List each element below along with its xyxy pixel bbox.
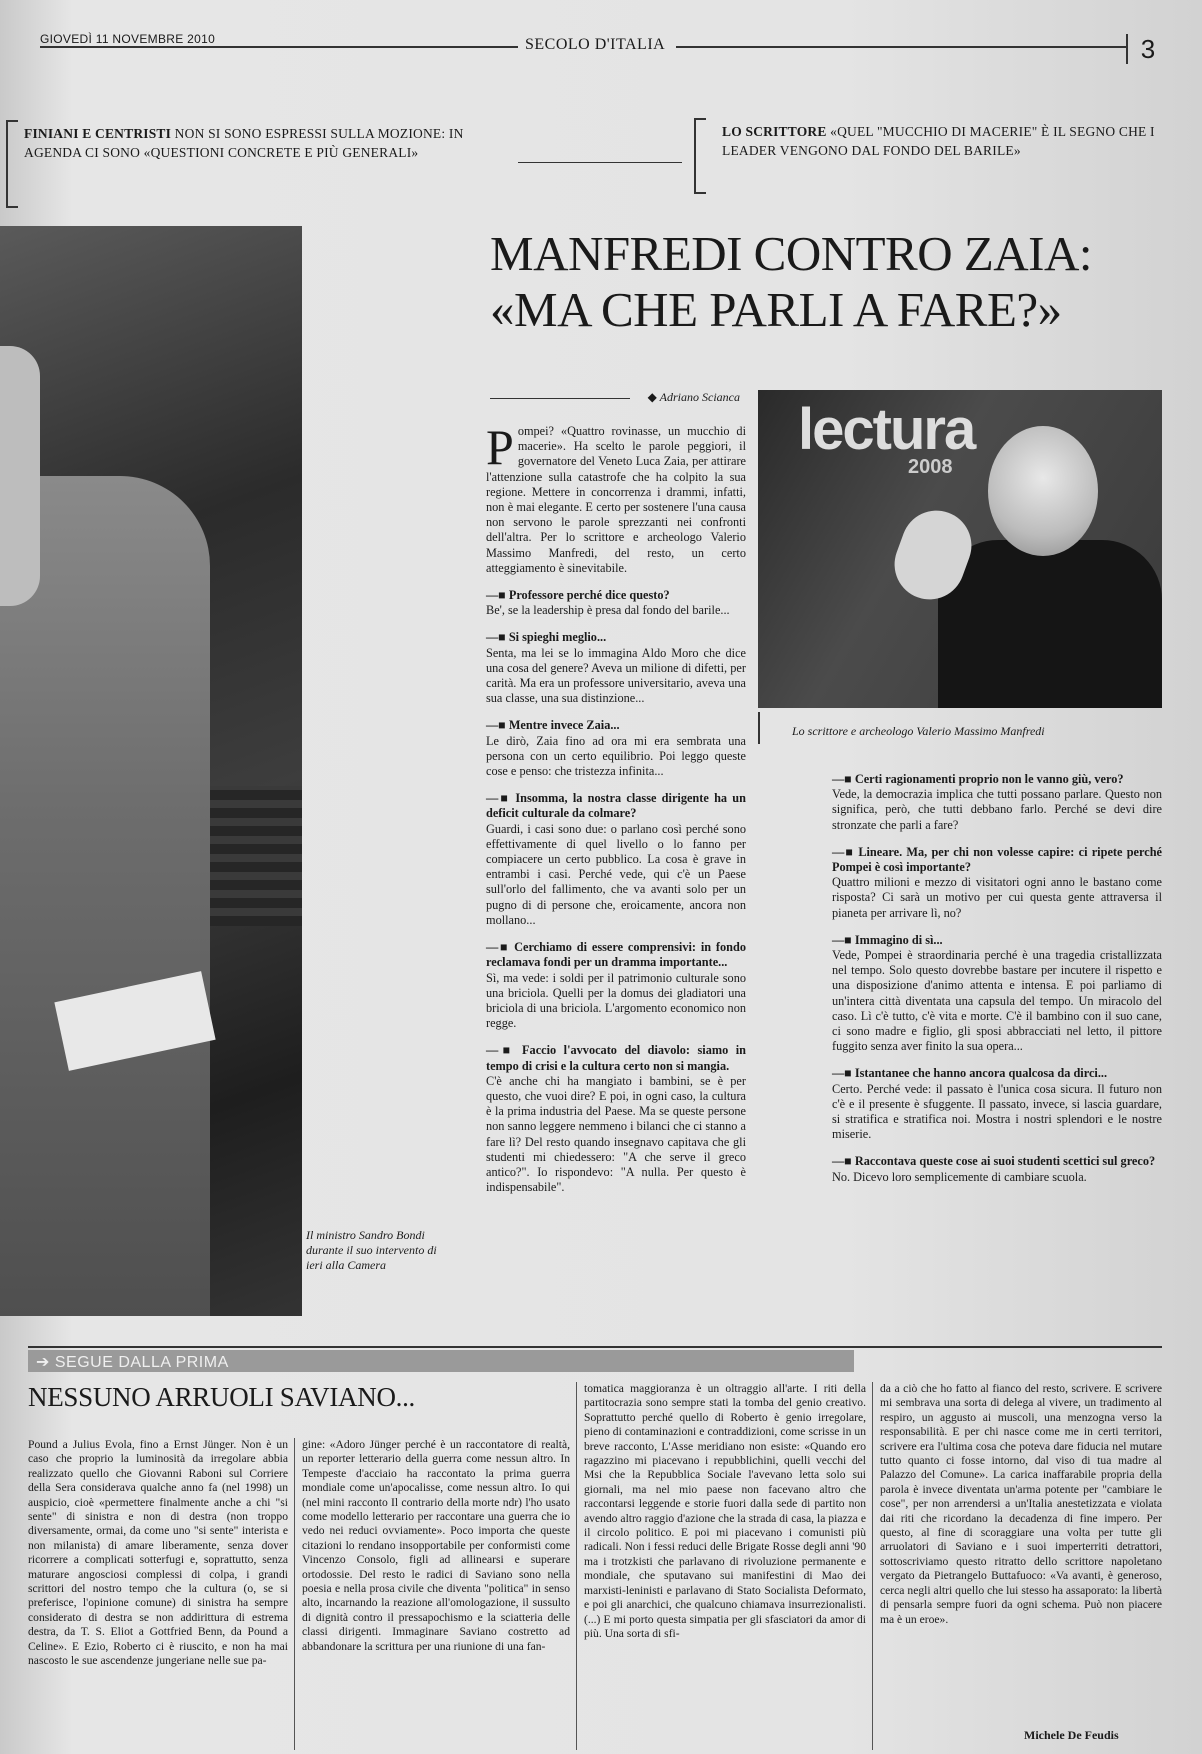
interview-question: —■ Mentre invece Zaia... xyxy=(486,718,620,732)
article-column-2 xyxy=(832,772,1162,1197)
photo-left-caption: Il ministro Sandro Bondi durante il suo intervento di ieri alla Camera xyxy=(306,1228,437,1272)
interview-question: —■ Professore perché dice questo? xyxy=(486,588,670,602)
interview-question: —■ Si spieghi meglio... xyxy=(486,630,606,644)
column-divider-2 xyxy=(576,1382,577,1750)
qa-block xyxy=(486,630,746,706)
qa-block xyxy=(486,940,746,1031)
interview-question: —■ Istantanee che hanno ancora qualcosa da dirci... xyxy=(832,1066,1107,1080)
article-headline xyxy=(490,226,1170,338)
kicker-right xyxy=(722,122,1166,160)
photo-minister-bondi xyxy=(0,226,302,1316)
masthead-rule-left xyxy=(40,46,518,48)
photo-hand-shape xyxy=(0,346,40,606)
continued-column-1 xyxy=(28,1438,288,1669)
article-column-1 xyxy=(486,419,746,1207)
issue-date: GIOVEDÌ 11 NOVEMBRE 2010 xyxy=(40,32,216,46)
article-lead xyxy=(486,419,746,576)
interview-question: —■ Lineare. Ma, per chi non volesse capire: ci ripete perché Pompei è così importante? xyxy=(832,845,1162,874)
qa-block xyxy=(832,845,1162,921)
byline-author: Adriano Scianca xyxy=(659,390,740,404)
caption-rule xyxy=(758,712,760,744)
continued-headline: NESSUNO ARRUOLI SAVIANO... xyxy=(28,1382,415,1412)
interview-question: —■ Immagino di sì... xyxy=(832,933,943,947)
interview-answer: Be', se la leadership è presa dal fondo del barile... xyxy=(486,603,730,618)
kicker-left xyxy=(24,124,514,162)
interview-answer: Guardi, i casi sono due: o parlano così perché sono effettivamente di quel livello o lo fanno per compiacere un certo pubblico. La cosa è grave in entrambi i casi. Perché vede, qui c'è un Paese sull'orlo del fallimento, che va avanti solo per un pugno di di persone che, eroicamente, ancora non mollano... xyxy=(486,821,746,927)
interview-question: —■ Certi ragionamenti proprio non le vanno giù, vero? xyxy=(832,772,1124,786)
column-divider-1 xyxy=(294,1438,295,1750)
article-lead-text: ompei? «Quattro rovinasse, un mucchio di macerie». Ha scelto le parole peggiori, il governatore del Veneto Luca Zaia, per attirare l'attenzione sulla catastrofe che ha colpito la sua regione. Mettere in concorrenza i drammi, infatti, non è mai elegante. E certo per sostenere l'una causa non servono le parole sprezzanti nei confronti dell'altra. Per lo scrittore e archeologo Valerio Massimo Manfredi, del resto, un certo atteggiamento è sinevitabile. xyxy=(486,424,746,575)
photo-logo-year: 2008 xyxy=(908,456,953,478)
kicker-left-text: NON SI SONO ESPRESSI SULLA MOZIONE: IN AGENDA CI SONO «QUESTIONI CONCRETE E PIÙ GENERALI» xyxy=(24,126,464,160)
continued-col3-text: tomatica maggioranza è un oltraggio all'arte. I riti della partitocrazia sono sempre stati la tomba del genio creativo. Soprattutto perché quello di Roberto è genio irregolare, pieno di contaminazioni e contraddizioni, come scrisse in un breve racconto, L'Asse meridiano non esiste: «Quando ero ragazzino mi piacevano i repubblichini, quelli vecchi del Msi che la Repubblica Sociale l'avevano letta solo sui giornali, ma nel mio paese non facevano altro che raccontarsi leggende e storie fuori dalla sede di partito non avendo altro raggio d'azione che la strada di casa, la piazza e il circolo politico. E poi mi piacevano i comunisti più radicali. Non i fessi reduci delle Brigate Rosse degli anni '90 ma i trotzkisti che parlavano di rivoluzione permanente e mondiale, che sputavano sui manifestini di Mao dei marxisti-leninisti e parlavano di Stato Socialista Deformato, e poi gli anarchici, che qualcuno chiamava insurrezionalisti. (...) E mi porto questa simpatia per gli sfasciatori da amor di più. Una sorta di sfi- xyxy=(584,1382,866,1640)
continued-column-2 xyxy=(302,1438,570,1654)
author-signature: Michele De Feudis xyxy=(1024,1728,1119,1742)
qa-block xyxy=(486,1043,746,1195)
newspaper-name: SECOLO D'ITALIA xyxy=(525,36,666,53)
interview-answer: Vede, la democrazia implica che tutti possano parlare. Questo non significa, però, che tutti debbano farlo. Perché se devi dire stronzate che parli a fare? xyxy=(832,787,1162,832)
drop-cap: P xyxy=(486,419,514,475)
qa-block xyxy=(486,791,746,928)
continued-column-4 xyxy=(880,1382,1162,1627)
kicker-left-bold: FINIANI E CENTRISTI xyxy=(24,126,172,141)
kicker-bracket-right xyxy=(694,118,706,194)
photo-logo-text: lectura xyxy=(798,397,975,462)
qa-block xyxy=(832,1154,1162,1184)
interview-answer: No. Dicevo loro semplicemente di cambiare scuola. xyxy=(832,1169,1087,1184)
qa-block xyxy=(832,933,1162,1055)
headline-line-2: «MA CHE PARLI A FARE?» xyxy=(490,282,1062,337)
kicker-left-rule xyxy=(518,162,682,163)
kicker-bracket-left xyxy=(6,120,18,208)
section-top-rule xyxy=(28,1346,1162,1348)
photo-figure-shape xyxy=(0,476,210,1316)
qa-block xyxy=(486,718,746,779)
headline-line-1: MANFREDI CONTRO ZAIA: xyxy=(490,226,1092,281)
column-divider-3 xyxy=(872,1382,873,1750)
masthead-rule-right xyxy=(676,46,1126,48)
interview-answer: Quattro milioni e mezzo di visitatori ogni anno le bastano come risposta? Ci sarà un motivo per cui questa gente attraversa il pianeta per arrivare lì, no? xyxy=(832,875,1162,920)
interview-answer: Vede, Pompei è straordinaria perché è una tragedia cristallizzata nel tempo. Solo questo dovrebbe bastare per incutere il rispetto e una disposizione d'animo attenta e intensa. E poi parliamo di un'intera città diventata una capsula del tempo. Un miracolo del caso. Lì c'è tutto, c'è vita e morte. C'è il bambino con il suo cane, ci sono madre e figlio, gli sposi abbracciati nel letto, il pittore fuggito senza aver finito la sua opera... xyxy=(832,948,1162,1054)
kicker-right-bold: LO SCRITTORE xyxy=(722,124,827,139)
interview-question: —■ Faccio l'avvocato del diavolo: siamo in tempo di crisi e la cultura certo non si mangia. xyxy=(486,1043,746,1072)
continued-col2-text: gine: «Adoro Jünger perché è un raccontatore di realtà, un reporter letterario della guerra come nessun altro. In Tempeste d'acciaio ha raccontato la prima guerra mondiale come un'apocalisse, come nessun altro. Io qui (nel mini racconto Il contrario della morte ndr) l'ho usato come modello letterario per raccontare una guerra che io vedo nei reduci ovviamente». Poco importa che queste citazioni lo rendano insopportabile per conformisti come Vincenzo Consolo, figli ad allinearsi e superare ortodossie. Del resto le radici di Saviano sono nella poesia e nella prosa civile che diventa "politica" in senso alto, incarnando la reazione all'omologazione, il sussulto di dignità contro il pressapochismo e la sciatteria delle classi dirigenti. Immaginare Saviano costretto ad abbandonare la scrittura per una riunione di una fan- xyxy=(302,1438,570,1653)
byline: ◆ Adriano Scianca xyxy=(490,390,740,405)
photo-body-shape xyxy=(938,540,1162,708)
interview-question: —■ Insomma, la nostra classe dirigente ha un deficit culturale da colmare? xyxy=(486,791,746,820)
qa-block xyxy=(486,588,746,618)
interview-answer: Senta, ma lei se lo immagina Aldo Moro che dice una cosa del genere? Aveva un milione di difetti, per carità. Ma era un professore universitario, aveva una sua classe, una sua distinzione... xyxy=(486,645,746,706)
qa-block xyxy=(832,1066,1162,1142)
interview-answer: Sì, ma vede: i soldi per il patrimonio culturale sono una briciola. Quelli per la domus dei gladiatori una briciola di una briciola. L'argomento economico non regge. xyxy=(486,970,746,1031)
interview-answer: Le dirò, Zaia fino ad ora mi era sembrata una persona con un certo equilibrio. Poi leggo queste cose e penso: che tristezza infinita... xyxy=(486,733,746,779)
qa-block xyxy=(832,772,1162,833)
photo-right-caption: Lo scrittore e archeologo Valerio Massimo Manfredi xyxy=(792,724,1045,738)
interview-answer: Certo. Perché vede: il passato è l'unica cosa sicura. Il futuro non c'è e il presente è sfuggente. Il passato, invece, si lascia guardare, si stratifica e stratifica noi. Mostra i nostri splendori e le nostre miserie. xyxy=(832,1081,1162,1142)
page-number: 3 xyxy=(1126,34,1168,64)
continued-col4-text: da a ciò che ho fatto al fianco del resto, scrivere. E scrivere mi sembrava una sorta di delega al vivere, un tradimento al respiro, un aggusto ai muscoli, una menzogna verso la responsabilità. E per chi nasce come me in certi territori, scrivere era l'ultima cosa che poteva dare fiducia nel mutare tutto quanto ci fosse intorno, dal viso di tua madre al Palazzo del Comune». La carica inaffarabile propria della parola è invece diventata un'arma potente per "cambiare le cose", per non arrendersi a un'Italia anestetizzata e violata dai riti che ricordano la decadenza di fine impero. Per questo, al fine di scoraggiare una volta per tutte gli arruolatori di Saviano e i suoi imperterriti detrattori, sottoscriviamo questo ritratto dello scrittore napoletano vergato da Pietrangelo Buttafuoco: «Va avanti, è generoso, cerca negli altri quello che lui stesso ha assaporato: la libertà di pensarla sempre fuori da ogni schema. Può non piacere ma è un eroe». xyxy=(880,1382,1162,1626)
interview-question: —■ Raccontava queste cose ai suoi studenti scettici sul greco? xyxy=(832,1154,1155,1168)
interview-question: —■ Cerchiamo di essere comprensivi: in fondo reclamava fondi per un dramma importante... xyxy=(486,940,746,969)
section-label: ➔ SEGUE DALLA PRIMA xyxy=(36,1354,229,1371)
interview-answer: C'è anche chi ha mangiato i bambini, se è per questo, che vuoi dire? E poi, in ogni caso, la cultura è la prima industria del Paese. Ma se queste persone non sanno leggere nemmeno i bilanci che ci stanno a fare lì? Del resto quando insegnavo capitava che gli studenti mi chiedessero: "A che serve il greco antico?". Io rispondevo: "A nulla. Per questo è indispensabile". xyxy=(486,1073,746,1195)
photo-writer-manfredi xyxy=(758,390,1162,708)
continued-column-3 xyxy=(584,1382,866,1641)
continued-col1-text: Pound a Julius Evola, fino a Ernst Jünger. Non è un caso che proprio la luminosità da irregolare abbia realizzato quello che Giovanni Raboni sul Corriere della Sera considerava qualche anno fa (nel 1998) un auspicio, cioè «permettere finalmente anche a chi "si sente" di sinistra e non di destra (non troppo diversamente, ormai, da come uno "si sente" interista e non milanista) di amare liberamente, senza dover ricorrere a complicati sotterfugi e, soprattutto, senza maturare angosciosi complessi di colpa, i grandi scrittori del nostro tempo che la cultura (o, se si preferisce, l'opinione comune) di sinistra ha sempre considerato di destra se non addirittura di estrema destra, da T. S. Eliot a Gottfried Benn, da Pound a Celine». E Ezio, Roberto ci è riuscito, e non ha mai nascosto le sue ascendenze jungeriane nelle sue pa- xyxy=(28,1438,288,1668)
photo-head-shape xyxy=(988,426,1098,556)
kicker-right-text: «QUEL "MUCCHIO DI MACERIE" È IL SEGNO CHE I LEADER VENGONO DAL FONDO DEL BARILE» xyxy=(722,124,1155,158)
